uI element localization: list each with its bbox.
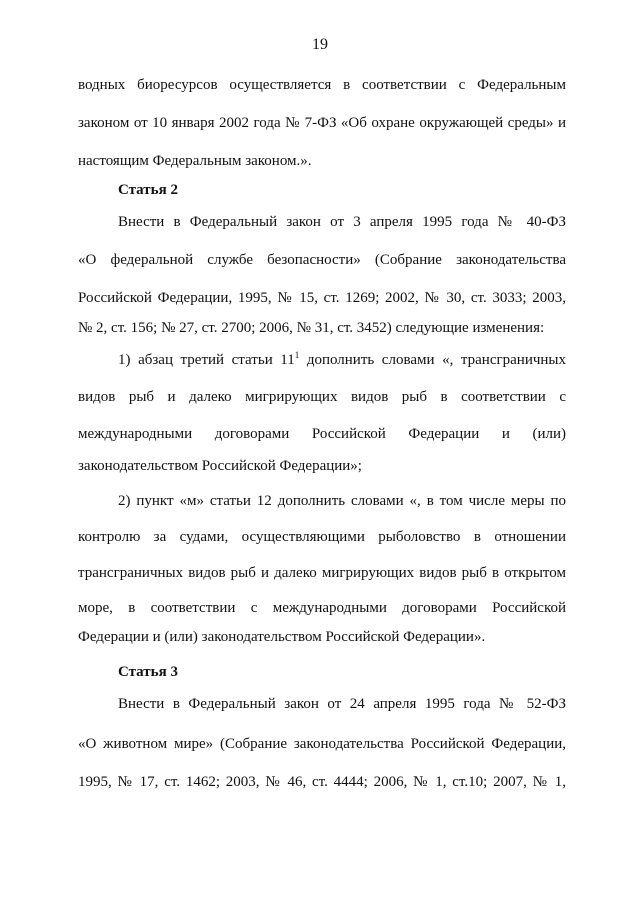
article-2-heading: Статья 2	[118, 182, 178, 198]
item-1-superscript: 1	[294, 350, 300, 360]
text-line: видов рыб и далеко мигрирующих видов рыб в соответствии с	[78, 389, 566, 405]
text-line: Российской Федерации, 1995, № 15, ст. 1269; 2002, № 30, ст. 3033; 2003,	[78, 290, 566, 306]
text-line: 1995, № 17, ст. 1462; 2003, № 46, ст. 4444; 2006, № 1, ст.10; 2007, № 1,	[78, 774, 566, 790]
text-line: трансграничных видов рыб и далеко мигрирующих видов рыб в открытом	[78, 565, 566, 581]
item-1-text-after: дополнить словами «, трансграничных	[299, 352, 567, 368]
item-1-first-line	[118, 350, 566, 370]
text-line: 2) пункт «м» статьи 12 дополнить словами «, в том числе меры по	[118, 493, 566, 509]
text-line: контролю за судами, осуществляющими рыболовство в отношении	[78, 529, 566, 545]
text-line: Федерации и (или) законодательством Российской Федерации».	[78, 629, 486, 645]
text-line: Внести в Федеральный закон от 3 апреля 1995 года № 40-ФЗ	[118, 214, 566, 230]
text-line: законодательством Российской Федерации»;	[78, 458, 362, 474]
text-line: законом от 10 января 2002 года № 7-ФЗ «Об охране окружающей среды» и	[78, 115, 566, 131]
item-1-text-before: 1) абзац третий статьи 11	[118, 352, 295, 368]
text-line: Внести в Федеральный закон от 24 апреля 1995 года № 52-ФЗ	[118, 696, 566, 712]
page-number: 19	[312, 36, 328, 53]
text-line: «О животном мире» (Собрание законодательства Российской Федерации,	[78, 736, 566, 752]
text-line: № 2, ст. 156; № 27, ст. 2700; 2006, № 31, ст. 3452) следующие изменения:	[78, 320, 545, 336]
text-line: море, в соответствии с международными договорами Российской	[78, 600, 566, 616]
text-line: водных биоресурсов осуществляется в соответствии с Федеральным	[78, 77, 566, 93]
article-3-heading: Статья 3	[118, 664, 178, 680]
text-line: международными договорами Российской Федерации и (или)	[78, 426, 566, 442]
text-line: «О федеральной службе безопасности» (Собрание законодательства	[78, 252, 566, 268]
text-line: настоящим Федеральным законом.».	[78, 153, 312, 169]
